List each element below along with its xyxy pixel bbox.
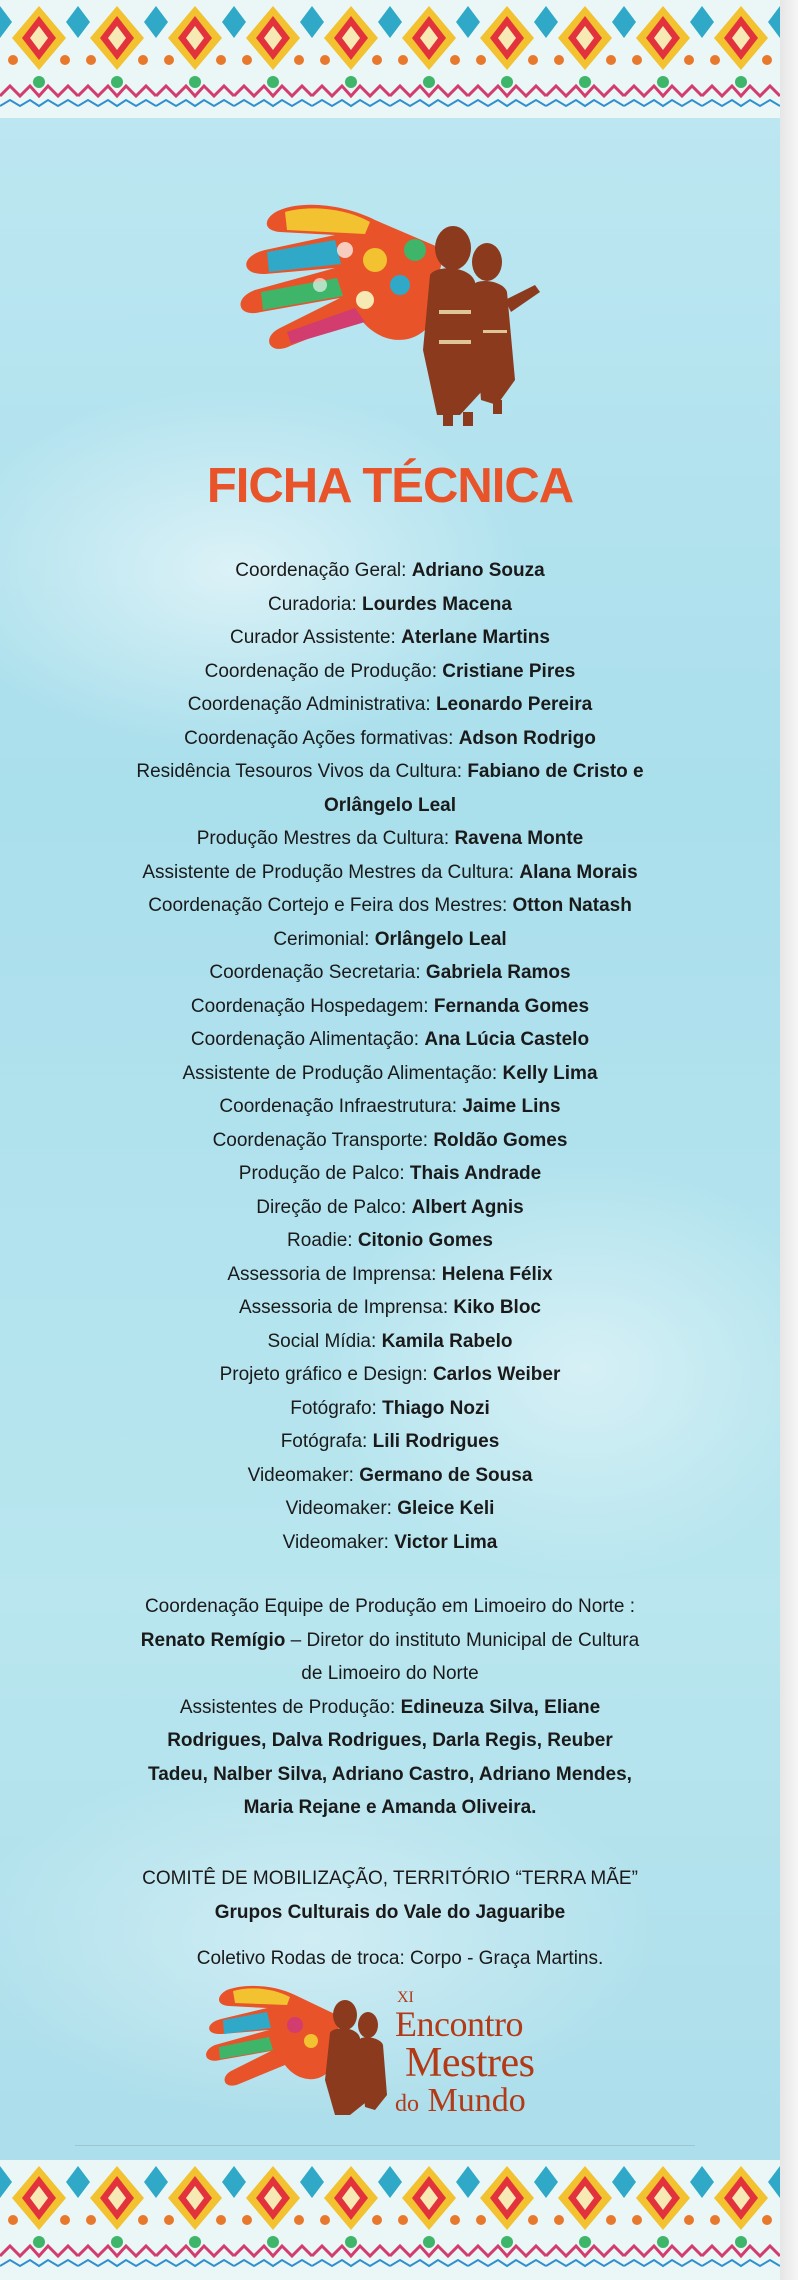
credit-name: Lili Rodrigues xyxy=(372,1431,500,1452)
credit-role: Produção de Palco: xyxy=(238,1163,405,1184)
credit-role: Assessoria de Imprensa: xyxy=(239,1297,449,1318)
small-hand-logo-icon xyxy=(195,1975,395,2115)
page-edge xyxy=(780,0,798,2280)
credit-line xyxy=(80,688,700,722)
credit-line xyxy=(80,1157,700,1191)
brand-line-1: Encontro xyxy=(395,2004,523,2044)
credit-name: Orlângelo Leal xyxy=(324,794,456,816)
credit-line xyxy=(80,923,700,957)
credit-name: Thiago Nozi xyxy=(382,1397,490,1419)
credit-role: Coordenação Administrativa: xyxy=(187,694,431,715)
assistants-names-1: Edineuza Silva, Eliane xyxy=(395,1696,601,1718)
assistants-label: Assistentes de Produção: xyxy=(179,1696,396,1718)
credit-name: Carlos Weiber xyxy=(432,1364,561,1385)
credit-role: Projeto gráfico e Design: xyxy=(219,1364,428,1385)
divider xyxy=(75,2145,695,2146)
credit-line xyxy=(80,856,700,890)
credit-line xyxy=(80,1459,700,1493)
hand-and-masters-logo-icon xyxy=(225,190,545,430)
credit-role: Assistente de Produção Alimentação: xyxy=(182,1062,498,1084)
local-director xyxy=(80,1624,700,1658)
credit-line xyxy=(80,722,700,756)
credit-role: Direção de Palco: xyxy=(256,1196,407,1218)
credit-role: Curadoria: xyxy=(268,593,357,615)
local-director-name: Renato Remígio xyxy=(140,1629,286,1651)
credit-name: Germano de Sousa xyxy=(359,1464,533,1486)
credit-line xyxy=(80,621,700,655)
credit-line xyxy=(80,956,700,990)
credit-role: Coordenação Alimentação: xyxy=(190,1029,420,1050)
credit-line xyxy=(80,1291,700,1325)
credit-line xyxy=(80,1526,700,1560)
credit-line xyxy=(80,1425,700,1459)
credit-line xyxy=(80,1258,700,1292)
credit-role: Social Mídia: xyxy=(267,1330,377,1352)
credit-name: Thais Andrade xyxy=(409,1163,542,1184)
credit-name: Gabriela Ramos xyxy=(425,962,571,983)
local-director-desc: – Diretor do instituto Municipal de Cultura xyxy=(285,1629,640,1651)
credit-role: Fotógrafa: xyxy=(280,1431,368,1452)
ornamental-border-top xyxy=(0,0,780,118)
credit-line xyxy=(80,1023,700,1057)
brand-edition: XI xyxy=(397,1989,414,2006)
credit-line xyxy=(80,990,700,1024)
credit-line xyxy=(80,655,700,689)
credit-role: Cerimonial: xyxy=(273,928,370,950)
credit-name: Kelly Lima xyxy=(502,1062,598,1084)
credit-line xyxy=(80,1057,700,1091)
credit-line xyxy=(80,822,700,856)
credit-line xyxy=(80,1191,700,1225)
credit-line xyxy=(80,889,700,923)
credit-name: Gleice Keli xyxy=(397,1498,495,1519)
assistants-line-1 xyxy=(80,1691,700,1725)
credit-role: Coordenação de Produção: xyxy=(204,660,438,682)
credit-name: Ana Lúcia Castelo xyxy=(424,1029,590,1050)
credit-name: Kiko Bloc xyxy=(453,1297,541,1318)
event-brand xyxy=(395,1990,534,2118)
credit-role: Fotógrafo: xyxy=(290,1397,377,1419)
brand-line-3-main: Mundo xyxy=(427,2082,526,2119)
credit-name: Adriano Souza xyxy=(411,560,545,581)
assistants-names-2: Rodrigues, Dalva Rodrigues, Darla Regis, Reuber xyxy=(167,1730,613,1751)
credit-name: Jaime Lins xyxy=(462,1096,561,1117)
credit-name: Citonio Gomes xyxy=(357,1230,493,1251)
credit-name: Leonardo Pereira xyxy=(435,694,593,715)
credits-list xyxy=(80,554,700,1559)
committee-groups: Grupos Culturais do Vale do Jaguaribe xyxy=(214,1901,566,1923)
credit-role: Coordenação Cortejo e Feira dos Mestres: xyxy=(148,895,508,916)
credit-name: Cristiane Pires xyxy=(442,660,576,682)
mobilization-committee xyxy=(80,1862,700,1929)
credit-line xyxy=(80,755,700,789)
partially-hidden-line xyxy=(150,1948,650,1976)
credit-name: Alana Morais xyxy=(519,861,638,883)
credit-role: Assessoria de Imprensa: xyxy=(227,1263,437,1285)
credit-role: Residência Tesouros Vivos da Cultura: xyxy=(136,761,463,782)
committee-title: COMITÊ DE MOBILIZAÇÃO, TERRITÓRIO “TERRA MÃE” xyxy=(142,1868,638,1889)
credit-line xyxy=(80,1325,700,1359)
credit-role: Coordenação Secretaria: xyxy=(209,962,421,983)
credit-role: Assistente de Produção Mestres da Cultura: xyxy=(142,861,515,883)
credit-role: Coordenação Ações formativas: xyxy=(184,727,454,749)
credit-role: Videomaker: xyxy=(285,1498,392,1519)
credit-line xyxy=(80,789,700,823)
credit-name: Fernanda Gomes xyxy=(433,995,590,1017)
credit-line xyxy=(80,588,700,622)
credit-role: Videomaker: xyxy=(247,1464,354,1486)
local-production-team xyxy=(80,1590,700,1825)
page-title: FICHA TÉCNICA xyxy=(206,459,574,513)
local-heading: Coordenação Equipe de Produção em Limoeiro do Norte : xyxy=(144,1596,636,1617)
credit-line xyxy=(80,1392,700,1426)
credit-name: Kamila Rabelo xyxy=(381,1330,513,1352)
credit-line xyxy=(80,1358,700,1392)
credit-role: Produção Mestres da Cultura: xyxy=(196,828,450,849)
credit-role: Curador Assistente: xyxy=(230,627,396,648)
credit-line xyxy=(80,1124,700,1158)
credit-name: Victor Lima xyxy=(394,1531,498,1553)
credit-line xyxy=(80,1492,700,1526)
credit-role: Coordenação Transporte: xyxy=(212,1129,429,1151)
credit-role: Coordenação Hospedagem: xyxy=(190,995,429,1017)
local-director-desc-2: de Limoeiro do Norte xyxy=(301,1663,479,1684)
credit-name: Orlângelo Leal xyxy=(374,928,507,950)
credit-role: Roadie: xyxy=(287,1230,353,1251)
credit-name: Fabiano de Cristo e xyxy=(467,761,644,782)
credit-name: Otton Natash xyxy=(512,895,632,916)
brand-line-3-small: do xyxy=(395,2091,419,2117)
credit-line xyxy=(80,554,700,588)
brand-line-3 xyxy=(395,2084,534,2118)
credit-role: Videomaker: xyxy=(282,1531,389,1553)
credit-name: Lourdes Macena xyxy=(362,593,512,615)
ornamental-border-bottom xyxy=(0,2160,780,2280)
assistants-names-3: Tadeu, Nalber Silva, Adriano Castro, Adriano Mendes, xyxy=(148,1763,632,1785)
credit-role: Coordenação Infraestrutura: xyxy=(219,1096,458,1117)
credit-line xyxy=(80,1224,700,1258)
brand-line-2: Mestres xyxy=(405,2040,535,2086)
credit-name: Helena Félix xyxy=(441,1263,553,1285)
credit-name: Adson Rodrigo xyxy=(458,727,596,749)
credit-name: Ravena Monte xyxy=(454,828,584,849)
credit-name: Roldão Gomes xyxy=(433,1129,568,1151)
credit-line xyxy=(80,1090,700,1124)
credit-name: Albert Agnis xyxy=(411,1196,524,1218)
encontro-mestres-logo xyxy=(195,1975,615,2125)
credit-name: Aterlane Martins xyxy=(401,627,550,648)
partially-hidden-text: Coletivo Rodas de troca: Corpo - Graça Martins. xyxy=(196,1948,604,1969)
assistants-names-4: Maria Rejane e Amanda Oliveira. xyxy=(243,1797,537,1818)
credit-role: Coordenação Geral: xyxy=(235,560,407,581)
